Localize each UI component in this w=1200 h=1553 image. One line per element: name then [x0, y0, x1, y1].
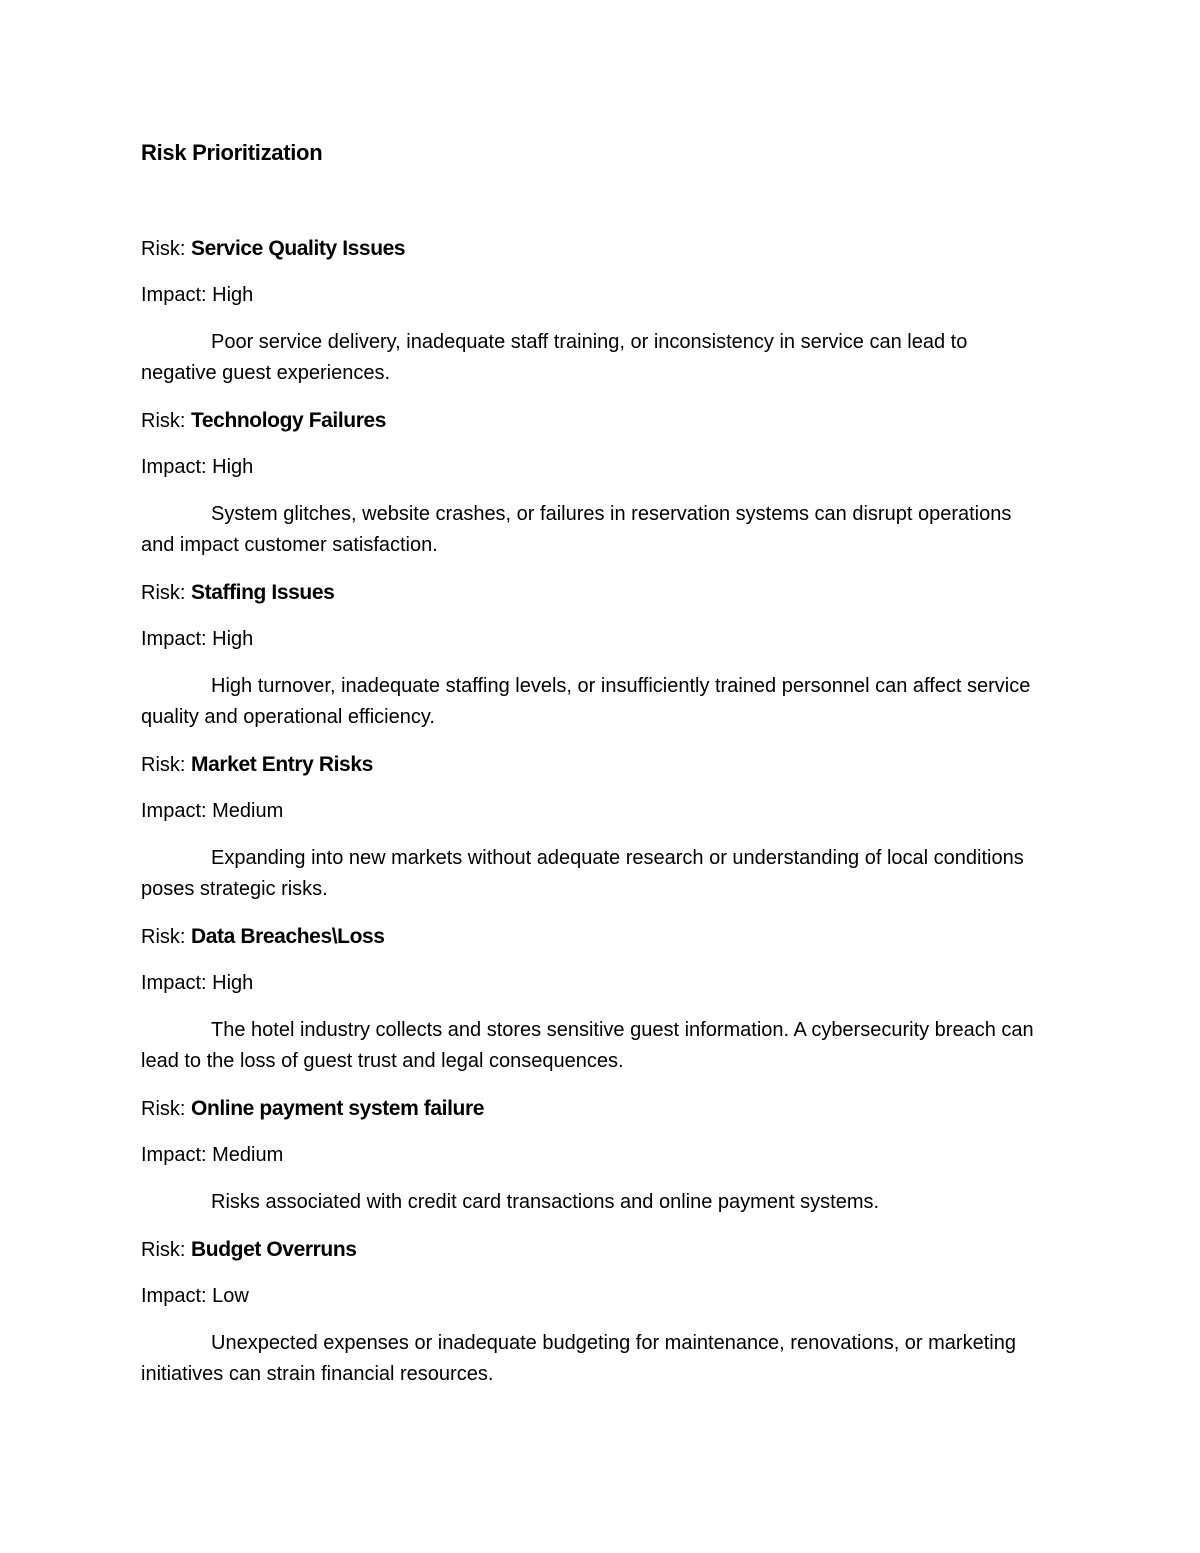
risk-item [141, 1093, 1041, 1218]
risk-line [141, 405, 1041, 436]
risk-label: Risk: [141, 582, 186, 604]
risk-line [141, 577, 1041, 608]
impact-line [141, 624, 1041, 655]
risk-label: Risk: [141, 410, 186, 432]
risk-name: Service Quality Issues [191, 237, 406, 260]
impact-value: Medium [212, 1144, 284, 1166]
risk-label: Risk: [141, 926, 186, 948]
risk-item [141, 921, 1041, 1077]
impact-value: Medium [212, 800, 284, 822]
risk-description: Expanding into new markets without adequate research or understanding of local conditions poses strategic risks. [141, 847, 1024, 900]
risk-list [141, 233, 1041, 1406]
risk-description: Poor service delivery, inadequate staff training, or inconsistency in service can lead to negative guest experiences. [141, 331, 968, 384]
impact-value: High [212, 628, 254, 650]
risk-line [141, 749, 1041, 780]
risk-name: Online payment system failure [191, 1097, 485, 1120]
impact-line [141, 1140, 1041, 1171]
risk-line [141, 921, 1041, 952]
risk-label: Risk: [141, 238, 186, 260]
risk-description: The hotel industry collects and stores sensitive guest information. A cybersecurity breach can lead to the loss of guest trust and legal consequences. [141, 1019, 1034, 1072]
impact-label: Impact: [141, 972, 207, 994]
impact-value: High [212, 284, 254, 306]
risk-description: System glitches, website crashes, or failures in reservation systems can disrupt operations and impact customer satisfaction. [141, 503, 1012, 556]
risk-item [141, 1234, 1041, 1390]
risk-name: Technology Failures [191, 409, 387, 432]
impact-line [141, 796, 1041, 827]
risk-name: Staffing Issues [191, 581, 335, 604]
impact-label: Impact: [141, 1285, 207, 1307]
risk-description: Unexpected expenses or inadequate budgeting for maintenance, renovations, or marketing initiatives can strain financial resources. [141, 1332, 1016, 1385]
impact-value: High [212, 972, 254, 994]
impact-line [141, 280, 1041, 311]
risk-name: Data Breaches\Loss [191, 925, 385, 948]
document-title: Risk Prioritization [141, 140, 323, 165]
risk-item [141, 233, 1041, 389]
risk-item [141, 577, 1041, 733]
impact-value: High [212, 456, 254, 478]
impact-label: Impact: [141, 1144, 207, 1166]
risk-line [141, 233, 1041, 264]
risk-item [141, 405, 1041, 561]
impact-label: Impact: [141, 456, 207, 478]
risk-label: Risk: [141, 754, 186, 776]
risk-item [141, 749, 1041, 905]
risk-description: Risks associated with credit card transactions and online payment systems. [211, 1191, 880, 1213]
impact-line [141, 452, 1041, 483]
impact-value: Low [212, 1285, 249, 1307]
impact-label: Impact: [141, 284, 207, 306]
risk-name: Budget Overruns [191, 1238, 357, 1261]
risk-label: Risk: [141, 1098, 186, 1120]
impact-line [141, 1281, 1041, 1312]
risk-name: Market Entry Risks [191, 753, 373, 776]
risk-description: High turnover, inadequate staffing levels, or insufficiently trained personnel can affect service quality and operational efficiency. [141, 675, 1031, 728]
impact-label: Impact: [141, 800, 207, 822]
risk-line [141, 1234, 1041, 1265]
impact-line [141, 968, 1041, 999]
impact-label: Impact: [141, 628, 207, 650]
risk-line [141, 1093, 1041, 1124]
risk-label: Risk: [141, 1239, 186, 1261]
